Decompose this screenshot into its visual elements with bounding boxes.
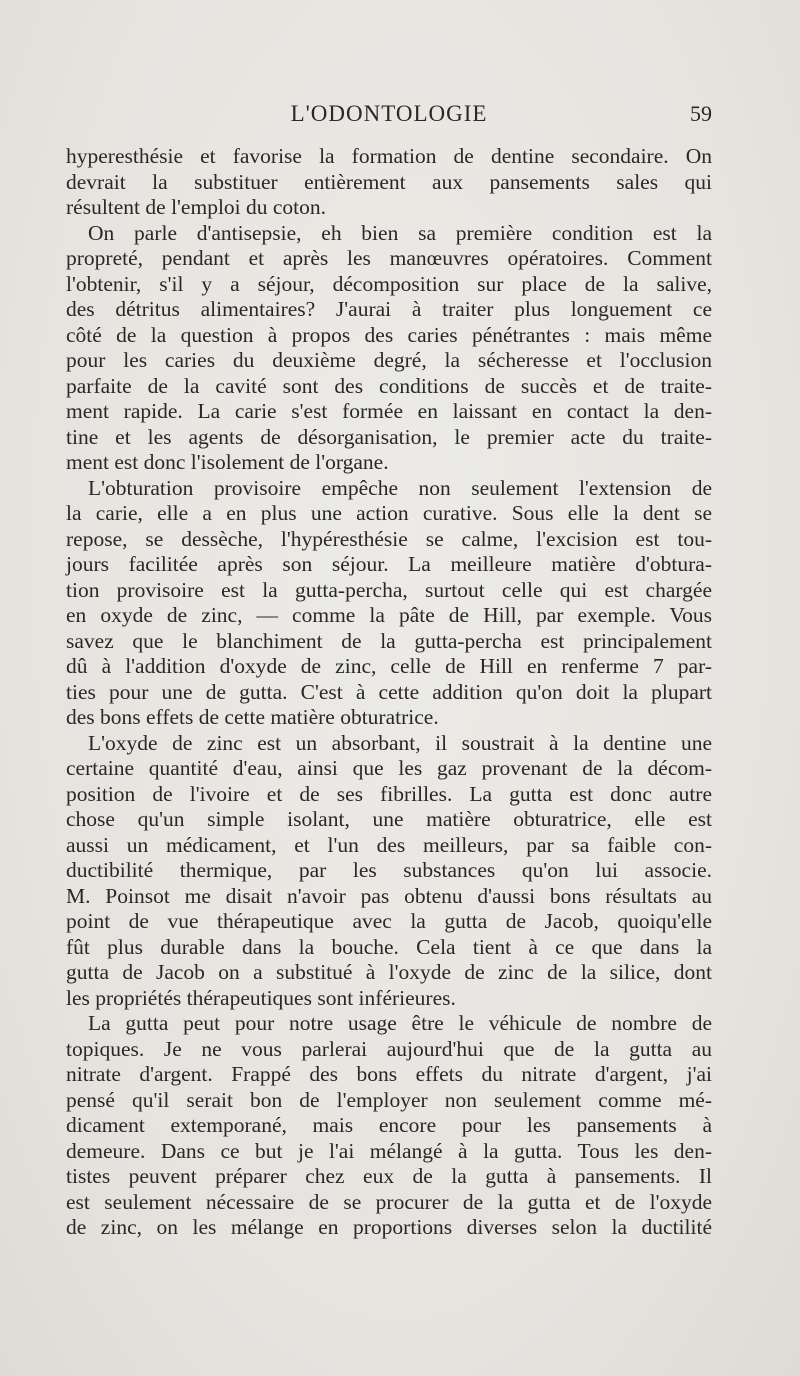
text-line: des détritus alimentaires? J'aurai à traiter plus longuement ce	[66, 297, 712, 321]
text-line: la carie, elle a en plus une action curative. Sous elle la dent se	[66, 501, 712, 525]
text-line: en oxyde de zinc, — comme la pâte de Hill, par exemple. Vous	[66, 603, 712, 627]
paragraph	[66, 221, 712, 476]
text-line: ties pour une de gutta. C'est à cette addition qu'on doit la plupart	[66, 679, 712, 704]
text-line: savez que le blanchiment de la gutta-percha est principalement	[66, 628, 712, 653]
text-line: position de l'ivoire et de ses fibrilles. La gutta est donc autre	[66, 781, 712, 806]
text-line: devrait la substituer entièrement aux pansements sales qui	[66, 169, 712, 194]
paragraph	[66, 731, 712, 1012]
text-line: jours facilitée après son séjour. La meilleure matière d'obtura-	[66, 552, 712, 576]
paragraph	[66, 144, 712, 221]
text-line: nitrate d'argent. Frappé des bons effets du nitrate d'argent, j'ai	[66, 1062, 712, 1086]
text-line: repose, se dessèche, l'hypéresthésie se calme, l'excision est tou-	[66, 526, 712, 551]
text-line: hyperesthésie et favorise la formation de dentine secondaire. On	[66, 144, 712, 168]
text-line: chose qu'un simple isolant, une matière obturatrice, elle est	[66, 807, 712, 831]
text-line: les propriétés thérapeutiques sont inférieures.	[66, 985, 456, 1010]
text-line: côté de la question à propos des caries pénétrantes : mais même	[66, 322, 712, 347]
text-line: fût plus durable dans la bouche. Cela tient à ce que dans la	[66, 934, 712, 959]
text-line: ment rapide. La carie s'est formée en laissant en contact la den-	[66, 399, 712, 423]
text-line: des bons effets de cette matière obturatrice.	[66, 705, 439, 729]
text-line: gutta de Jacob on a substitué à l'oxyde de zinc de la silice, dont	[66, 960, 712, 984]
text-line: ment est donc l'isolement de l'organe.	[66, 450, 389, 474]
body-text	[66, 144, 712, 1241]
text-line: de zinc, on les mélange en proportions diverses selon la ductilité	[66, 1215, 712, 1239]
text-line: La gutta peut pour notre usage être le véhicule de nombre de	[88, 1011, 712, 1035]
text-line: certaine quantité d'eau, ainsi que les gaz provenant de la décom-	[66, 756, 712, 780]
paragraph	[66, 476, 712, 731]
text-line: point de vue thérapeutique avec la gutta de Jacob, quoiqu'elle	[66, 909, 712, 933]
text-line: aussi un médicament, et l'un des meilleurs, par sa faible con-	[66, 832, 712, 857]
text-line: est seulement nécessaire de se procurer de la gutta et de l'oxyde	[66, 1189, 712, 1214]
running-title: L'ODONTOLOGIE	[290, 101, 488, 126]
text-line: ductibilité thermique, par les substances qu'on lui associe.	[66, 858, 712, 882]
text-line: dicament extemporané, mais encore pour les pansements à	[66, 1113, 712, 1137]
text-line: pensé qu'il serait bon de l'employer non seulement comme mé-	[66, 1087, 712, 1112]
text-line: tistes peuvent préparer chez eux de la gutta à pansements. Il	[66, 1164, 712, 1188]
text-line: parfaite de la cavité sont des conditions de succès et de traite-	[66, 373, 712, 398]
text-line: l'obtenir, s'il y a séjour, décomposition sur place de la salive,	[66, 271, 712, 296]
text-line: dû à l'addition d'oxyde de zinc, celle de Hill en renferme 7 par-	[66, 654, 712, 678]
text-line: pour les caries du deuxième degré, la sécheresse et l'occlusion	[66, 348, 712, 372]
text-line: L'obturation provisoire empêche non seulement l'extension de	[88, 475, 712, 500]
running-head	[66, 98, 712, 130]
text-line: M. Poinsot me disait n'avoir pas obtenu d'aussi bons résultats au	[66, 883, 712, 908]
text-line: demeure. Dans ce but je l'ai mélangé à la gutta. Tous les den-	[66, 1138, 712, 1163]
text-line: propreté, pendant et après les manœuvres opératoires. Comment	[66, 246, 712, 270]
page-number: 59	[690, 101, 712, 126]
text-line: L'oxyde de zinc est un absorbant, il soustrait à la dentine une	[88, 730, 712, 755]
text-line: tion provisoire est la gutta-percha, surtout celle qui est chargée	[66, 577, 712, 602]
text-line: résultent de l'emploi du coton.	[66, 195, 327, 219]
paragraph	[66, 1011, 712, 1241]
text-line: topiques. Je ne vous parlerai aujourd'hui que de la gutta au	[66, 1036, 712, 1061]
text-line: On parle d'antisepsie, eh bien sa première condition est la	[88, 220, 712, 245]
text-line: tine et les agents de désorganisation, le premier acte du traite-	[66, 424, 712, 449]
